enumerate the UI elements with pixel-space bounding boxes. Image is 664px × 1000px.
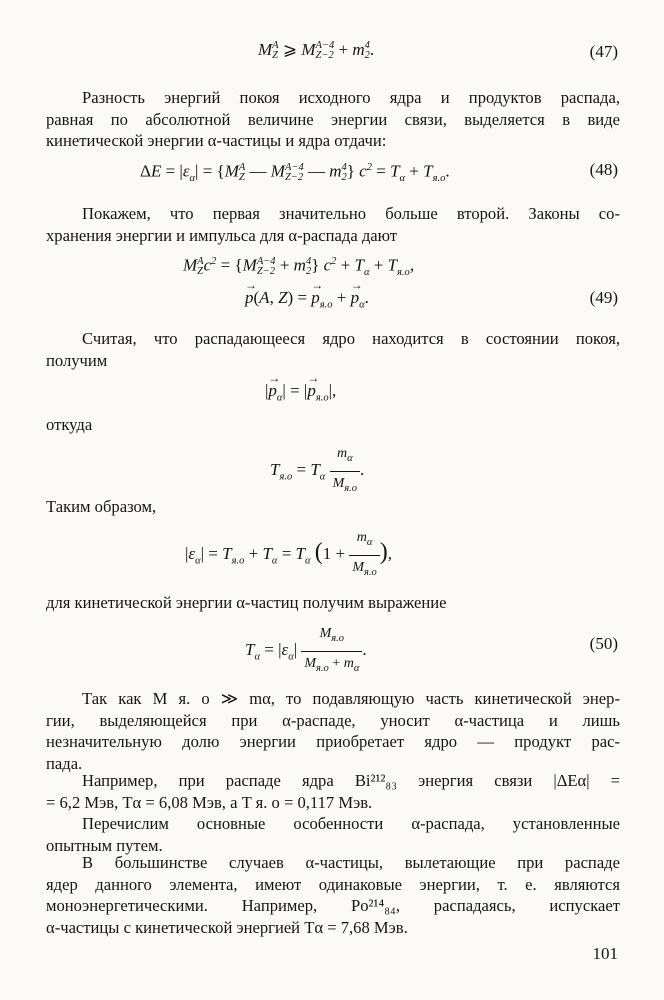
text-line: равная по абсолютной величине энергии связи, выделяется в виде xyxy=(46,109,620,129)
equation-47: M A Z ⩾ M A−4 Z−2 + m 4 2 . xyxy=(258,40,375,62)
paragraph-energy-difference xyxy=(46,87,620,152)
text-line: ядер данного элемента, имеют одинаковые энергии, т. е. являются xyxy=(46,874,620,894)
text-line: опытным путем. xyxy=(46,835,163,855)
page-number: 101 xyxy=(592,944,618,963)
paragraph-features-intro xyxy=(46,813,620,856)
text-line: получим xyxy=(46,350,108,370)
paragraph-rest-state xyxy=(46,328,620,371)
text-line: Например, при распаде ядра Bi²¹²₈₃ энергия связи |ΔEα| = xyxy=(82,771,620,790)
equation-number-50: (50) xyxy=(589,634,618,653)
equation-48: $\Delta E = |\varepsilon_\alpha| = \{M$ A Z — M A−4 Z−2 — m 4 2 } $c^2 = T_\alpha + T_{я.о}$. xyxy=(140,161,450,185)
equation-binding-energy: $|\varepsilon_\alpha| = T_{я.о} + T_\alpha = T_\alpha$ (1 + $\frac{m_\alpha}{M_{я.о}}$ ), xyxy=(185,528,392,583)
equation-number-47: (47) xyxy=(589,42,618,61)
text-line: моноэнергетическими. Например, Po²¹⁴₈₄, распадаясь, испускает xyxy=(46,896,620,915)
text-line: Покажем, что первая значительно больше второй. Законы со- xyxy=(82,204,620,223)
text-line: Разность энергий покоя исходного ядра и продуктов распада, xyxy=(82,88,620,107)
text-line: Перечислим основные особенности α-распада, установленные xyxy=(82,814,620,833)
equation-49-energy: M A Z $c^2 = \{M$ A−4 Z−2 + m 4 2 } $c^2 + T_\alpha + T_{я.о}$, xyxy=(183,255,415,279)
equation-number-49: (49) xyxy=(589,288,618,307)
paragraph-energy-share xyxy=(46,688,620,774)
text-line: Считая, что распадающееся ядро находится в состоянии покоя, xyxy=(82,329,620,348)
text-line: гии, выделяющейся при α-распаде, уносит α-частица и лишь xyxy=(46,710,620,730)
text-line: незначительную долю энергии приобретает ядро — продукт рас- xyxy=(46,732,620,751)
equation-50: $T_\alpha = |\varepsilon_\alpha|$ $\frac{M_{я.о}}{M_{я.о} + m_\alpha}$ . xyxy=(245,624,367,679)
text-line: = 6,2 Мэв, Tα = 6,08 Мэв, а T я. о = 0,117 Мэв. xyxy=(46,792,373,812)
equation-recoil-energy: $T_{я.о} = T_\alpha$ $\frac{m_\alpha}{M_{я.о}}$ . xyxy=(270,444,364,499)
text-line: В большинстве случаев α-частицы, вылетающие при распаде xyxy=(82,853,620,872)
phrase-takim-obrazom: Таким образом, xyxy=(46,497,157,516)
paragraph-bismuth-example xyxy=(46,770,620,813)
text-line: хранения энергии и импульса для α-распада дают xyxy=(46,225,398,245)
paragraph-monoenergetic xyxy=(46,852,620,938)
equation-49-momentum: → p(A, Z) = → $p_{я.о}$ + → $p_\alpha$. xyxy=(245,288,369,315)
paragraph-conservation-laws xyxy=(46,203,620,246)
text-line: α-частицы с кинетической энергией Tα = 7,68 Мэв. xyxy=(46,917,408,937)
equation-number-48: (48) xyxy=(589,160,618,179)
word-otkuda: откуда xyxy=(46,415,93,434)
text-line: Так как M я. о ≫ mα, то подавляющую часть кинетической энер- xyxy=(82,689,620,708)
equation-momentum-equality: |→ $p_\alpha|$ = |→ $p_{я.о}|$, xyxy=(265,381,336,408)
paragraph-kinetic-expression: для кинетической энергии α-частиц получим выражение xyxy=(46,593,447,612)
text-line: пада. xyxy=(46,753,83,773)
text-line: кинетической энергии α-частицы и ядра отдачи: xyxy=(46,131,387,150)
